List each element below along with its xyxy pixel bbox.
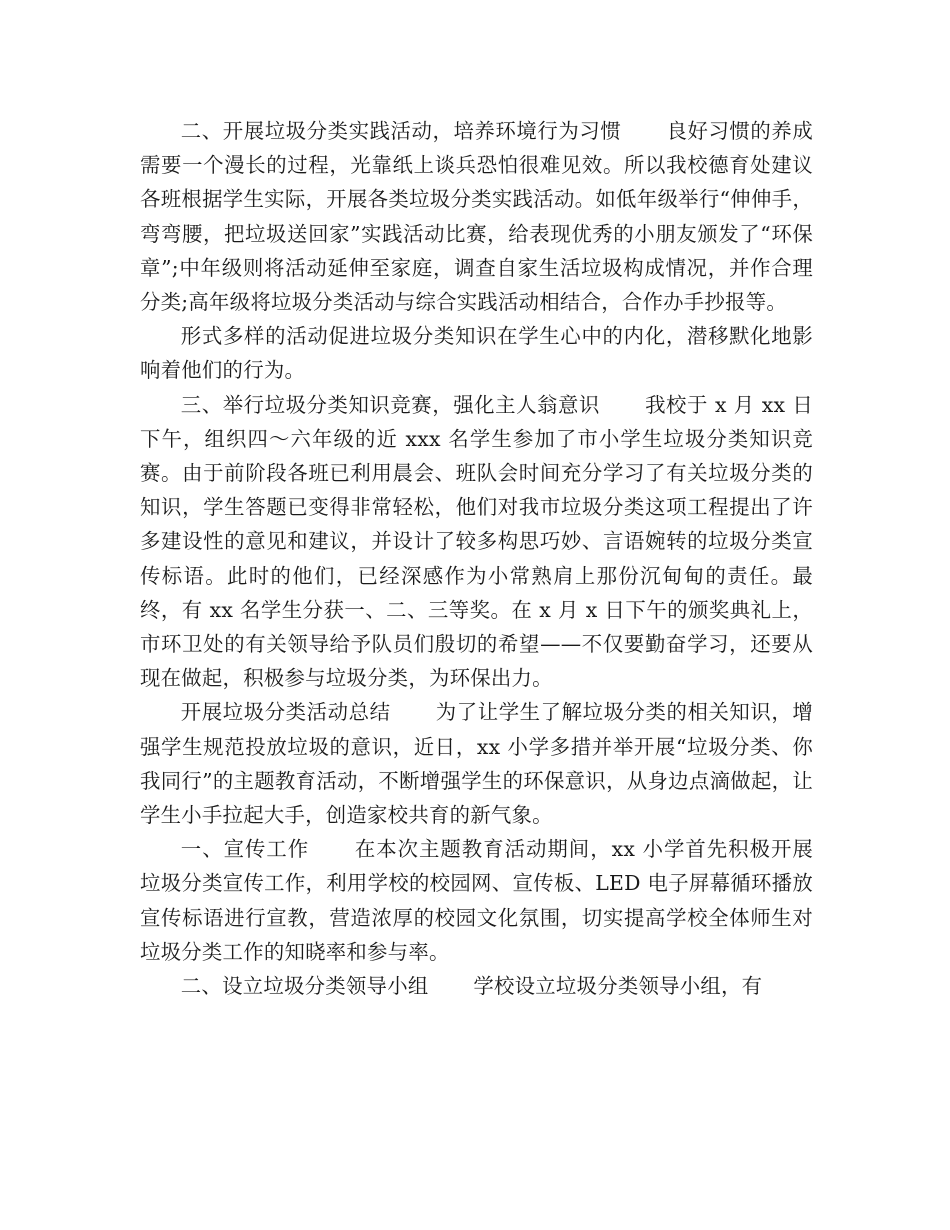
paragraph-text: 我校于 x 月 xx 日下午，组织四～六年级的近 xxx 名学生参加了市小学生垃圾分类知识竞赛。由于前阶段各班已利用晨会、班队会时间充分学习了有关垃圾分类的知识，学生答题已变得非常轻松，他们对我市垃圾分类这项工程提出了许多建设性的意见和建议，并设计了较多构思巧妙、言语婉转的垃圾分类宣传标语。此时的他们，已经深感作为小常熟肩上那份沉甸甸的责任。最终，有 xx 名学生分获一、二、三等奖。在 x 月 x 日下午的颁奖典礼上，市环卫处的有关领导给予队员们殷切的希望——不仅要勤奋学习，还要从现在做起，积极参与垃圾分类，为环保出力。 bbox=[140, 392, 813, 691]
section-heading: 二、开展垃圾分类实践活动，培养环境行为习惯 bbox=[180, 119, 622, 143]
document-page bbox=[140, 114, 813, 1003]
paragraph-activity-effect bbox=[140, 319, 813, 387]
section-heading: 一、宣传工作 bbox=[180, 837, 310, 862]
section-heading: 三、举行垃圾分类知识竞赛，强化主人翁意识 bbox=[180, 392, 600, 417]
paragraph-leadership-group bbox=[140, 969, 813, 1003]
section-heading: 二、设立垃圾分类领导小组 bbox=[180, 974, 429, 999]
paragraph-practice-activities bbox=[140, 114, 813, 319]
paragraph-text: 为了让学生了解垃圾分类的相关知识，增强学生规范投放垃圾的意识，近日，xx 小学多措并举开展“垃圾分类、你我同行”的主题教育活动，不断增强学生的环保意识，从身边点滴做起，让学生小手拉起大手，创造家校共育的新气象。 bbox=[140, 700, 814, 828]
section-heading: 开展垃圾分类活动总结 bbox=[180, 700, 391, 725]
paragraph-activity-summary bbox=[140, 695, 813, 832]
paragraph-publicity-work bbox=[140, 832, 813, 969]
paragraph-text: 良好习惯的养成需要一个漫长的过程，光靠纸上谈兵恐怕很难见效。所以我校德育处建议各班根据学生实际，开展各类垃圾分类实践活动。如低年级举行“伸伸手，弯弯腰，把垃圾送回家”实践活动比赛，给表现优秀的小朋友颁发了“环保章”;中年级则将活动延伸至家庭，调查自家生活垃圾构成情况，并作合理分类;高年级将垃圾分类活动与综合实践活动相结合，合作办手抄报等。 bbox=[140, 119, 814, 315]
paragraph-text: 形式多样的活动促进垃圾分类知识在学生心中的内化，潜移默化地影响着他们的行为。 bbox=[140, 324, 813, 383]
paragraph-text: 在本次主题教育活动期间，xx 小学首先积极开展垃圾分类宣传工作，利用学校的校园网、宣传板、LED 电子屏幕循环播放宣传标语进行宣教，营造浓厚的校园文化氛围，切实提高学校全体师生对垃圾分类工作的知晓率和参与率。 bbox=[140, 837, 813, 964]
paragraph-knowledge-contest bbox=[140, 388, 813, 696]
paragraph-text: 学校设立垃圾分类领导小组，有 bbox=[473, 974, 763, 999]
